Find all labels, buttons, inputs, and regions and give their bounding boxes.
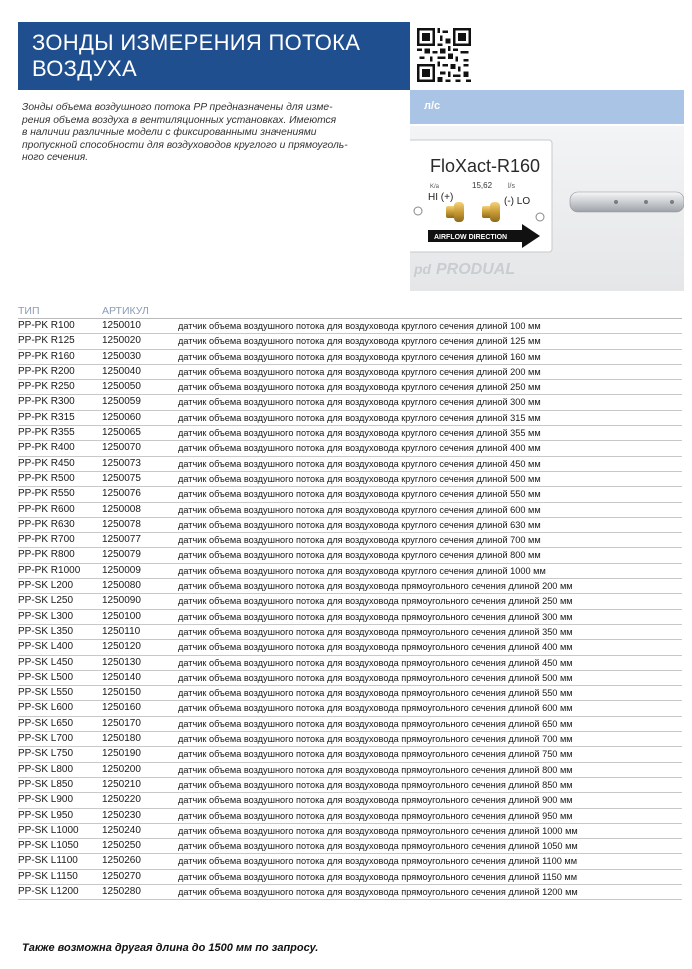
row-article: 1250180 <box>102 733 141 745</box>
row-description: датчик объема воздушного потока для воздуховода прямоугольного сечения длиной 600 мм <box>178 703 573 714</box>
row-type: PP-SK L750 <box>18 748 74 760</box>
row-description: датчик объема воздушного потока для воздуховода прямоугольного сечения длиной 500 мм <box>178 672 573 683</box>
row-article: 1250076 <box>102 488 141 500</box>
row-description: датчик объема воздушного потока для воздуховода круглого сечения длиной 500 мм <box>178 473 541 484</box>
row-article: 1250020 <box>102 335 141 347</box>
table-row <box>18 548 682 563</box>
row-type: PP-PK R400 <box>18 442 75 454</box>
table-row <box>18 503 682 518</box>
row-type: PP-SK L800 <box>18 763 74 775</box>
table-row <box>18 717 682 732</box>
row-type: PP-PK R700 <box>18 534 75 546</box>
row-type: PP-PK R450 <box>18 457 75 469</box>
footnote: Также возможна другая длина до 1500 мм по запросу. <box>22 942 319 954</box>
product-value: 15,62 <box>472 181 493 190</box>
row-article: 1250270 <box>102 870 141 882</box>
product-brand: PRODUAL <box>436 261 516 278</box>
table-row <box>18 457 682 472</box>
header-type: ТИП <box>18 305 40 317</box>
table-row <box>18 441 682 456</box>
table-row <box>18 518 682 533</box>
row-type: PP-PK R200 <box>18 365 75 377</box>
row-article: 1250059 <box>102 396 141 408</box>
intro-line: пропускной способности для воздуховодов круглого и прямоуголь- <box>22 139 348 151</box>
product-lo-label: (-) LO <box>504 196 531 207</box>
row-type: PP-PK R125 <box>18 335 75 347</box>
row-type: PP-SK L200 <box>18 580 74 592</box>
row-type: PP-SK L250 <box>18 595 74 607</box>
table-row <box>18 671 682 686</box>
row-article: 1250040 <box>102 365 141 377</box>
row-type: PP-SK L450 <box>18 656 74 668</box>
row-description: датчик объема воздушного потока для воздуховода круглого сечения длиной 630 мм <box>178 519 541 530</box>
row-type: PP-SK L650 <box>18 717 74 729</box>
row-type: PP-SK L950 <box>18 809 74 821</box>
row-article: 1250230 <box>102 809 141 821</box>
row-article: 1250009 <box>102 564 141 576</box>
row-description: датчик объема воздушного потока для воздуховода прямоугольного сечения длиной 1050 мм <box>178 841 578 852</box>
row-type: PP-SK L350 <box>18 625 74 637</box>
page-title <box>18 22 410 90</box>
row-article: 1250130 <box>102 656 141 668</box>
table-row <box>18 579 682 594</box>
table-row <box>18 747 682 762</box>
product-unit: l/s <box>508 183 515 190</box>
row-description: датчик объема воздушного потока для воздуховода круглого сечения длиной 600 мм <box>178 504 541 515</box>
row-type: PP-SK L900 <box>18 794 74 806</box>
row-type: PP-PK R800 <box>18 549 75 561</box>
table-row <box>18 625 682 640</box>
row-type: PP-SK L1200 <box>18 885 79 897</box>
unit-band <box>410 90 684 124</box>
table-row <box>18 472 682 487</box>
row-type: PP-PK R355 <box>18 427 75 439</box>
product-hi-label: HI (+) <box>428 192 454 203</box>
floxact-probe-illustration <box>410 126 684 291</box>
row-description: датчик объема воздушного потока для воздуховода круглого сечения длиной 250 мм <box>178 382 541 393</box>
row-article: 1250008 <box>102 503 141 515</box>
row-type: PP-PK R600 <box>18 503 75 515</box>
table-row <box>18 793 682 808</box>
table-row <box>18 870 682 885</box>
table-row <box>18 365 682 380</box>
row-type: PP-PK R1000 <box>18 564 81 576</box>
row-type: PP-SK L850 <box>18 778 74 790</box>
row-type: PP-SK L550 <box>18 687 74 699</box>
row-type: PP-SK L500 <box>18 671 74 683</box>
intro-paragraph <box>22 102 392 165</box>
row-type: PP-PK R550 <box>18 488 75 500</box>
product-image <box>410 126 684 291</box>
table-row <box>18 350 682 365</box>
row-description: датчик объема воздушного потока для воздуховода прямоугольного сечения длиной 250 мм <box>178 596 573 607</box>
row-article: 1250010 <box>102 320 141 331</box>
table-row <box>18 426 682 441</box>
row-description: датчик объема воздушного потока для воздуховода прямоугольного сечения длиной 850 мм <box>178 779 573 790</box>
row-description: датчик объема воздушного потока для воздуховода прямоугольного сечения длиной 650 мм <box>178 718 573 729</box>
row-description: датчик объема воздушного потока для воздуховода прямоугольного сечения длиной 700 мм <box>178 734 573 745</box>
row-description: датчик объема воздушного потока для воздуховода круглого сечения длиной 450 мм <box>178 458 541 469</box>
row-description: датчик объема воздушного потока для воздуховода прямоугольного сечения длиной 450 мм <box>178 657 573 668</box>
row-description: датчик объема воздушного потока для воздуховода прямоугольного сечения длиной 1000 мм <box>178 825 578 836</box>
row-article: 1250030 <box>102 350 141 362</box>
row-description: датчик объема воздушного потока для воздуховода круглого сечения длиной 125 мм <box>178 336 541 347</box>
table-row <box>18 656 682 671</box>
row-article: 1250077 <box>102 534 141 546</box>
row-article: 1250050 <box>102 381 141 393</box>
table-row <box>18 701 682 716</box>
intro-line: в наличии различные модели с фиксированными значениями <box>22 127 317 139</box>
row-description: датчик объема воздушного потока для воздуховода круглого сечения длиной 315 мм <box>178 412 541 423</box>
table-row <box>18 778 682 793</box>
title-line-2: ВОЗДУХА <box>32 56 137 81</box>
row-article: 1250078 <box>102 518 141 530</box>
row-description: датчик объема воздушного потока для воздуховода круглого сечения длиной 300 мм <box>178 397 541 408</box>
table-header <box>18 303 682 319</box>
row-description: датчик объема воздушного потока для воздуховода прямоугольного сечения длиной 300 мм <box>178 611 573 622</box>
row-description: датчик объема воздушного потока для воздуховода круглого сечения длиной 100 мм <box>178 321 541 331</box>
row-description: датчик объема воздушного потока для воздуховода прямоугольного сечения длиной 1100 мм <box>178 856 578 867</box>
row-article: 1250210 <box>102 778 141 790</box>
product-arrow-text: AIRFLOW DIRECTION <box>434 234 508 241</box>
row-article: 1250100 <box>102 610 141 622</box>
row-type: PP-PK R500 <box>18 472 75 484</box>
table-row <box>18 809 682 824</box>
row-description: датчик объема воздушного потока для воздуховода круглого сечения длиной 400 мм <box>178 443 541 454</box>
row-description: датчик объема воздушного потока для воздуховода прямоугольного сечения длиной 950 мм <box>178 810 573 821</box>
table-row <box>18 533 682 548</box>
table-row <box>18 395 682 410</box>
row-article: 1250250 <box>102 840 141 852</box>
product-logo: pd <box>414 261 432 277</box>
table-row <box>18 334 682 349</box>
header-article: АРТИКУЛ <box>102 305 149 317</box>
product-model: FloXact-R160 <box>430 156 541 176</box>
product-table <box>18 319 682 900</box>
row-description: датчик объема воздушного потока для воздуховода круглого сечения длиной 700 мм <box>178 535 541 546</box>
row-article: 1250090 <box>102 595 141 607</box>
table-row <box>18 824 682 839</box>
row-description: датчик объема воздушного потока для воздуховода прямоугольного сечения длиной 550 мм <box>178 688 573 699</box>
row-description: датчик объема воздушного потока для воздуховода прямоугольного сечения длиной 1200 мм <box>178 886 578 897</box>
row-article: 1250140 <box>102 671 141 683</box>
title-line-1: ЗОНДЫ ИЗМЕРЕНИЯ ПОТОКА <box>32 30 361 55</box>
row-article: 1250190 <box>102 748 141 760</box>
row-article: 1250260 <box>102 855 141 867</box>
row-article: 1250073 <box>102 457 141 469</box>
row-description: датчик объема воздушного потока для воздуховода прямоугольного сечения длиной 750 мм <box>178 749 573 760</box>
row-article: 1250075 <box>102 472 141 484</box>
row-description: датчик объема воздушного потока для воздуховода прямоугольного сечения длиной 200 мм <box>178 581 573 592</box>
table-row <box>18 319 682 334</box>
table-row <box>18 380 682 395</box>
row-article: 1250120 <box>102 641 141 653</box>
row-article: 1250220 <box>102 794 141 806</box>
row-description: датчик объема воздушного потока для воздуховода круглого сечения длиной 800 мм <box>178 550 541 561</box>
row-article: 1250240 <box>102 824 141 836</box>
row-description: датчик объема воздушного потока для воздуховода круглого сечения длиной 355 мм <box>178 428 541 439</box>
table-row <box>18 610 682 625</box>
row-type: PP-PK R100 <box>18 320 75 331</box>
row-article: 1250170 <box>102 717 141 729</box>
product-unit-small: K/a <box>430 184 440 190</box>
intro-line: ного сечения. <box>22 152 89 164</box>
row-article: 1250079 <box>102 549 141 561</box>
qr-code-icon[interactable] <box>417 28 471 82</box>
row-type: PP-PK R315 <box>18 411 75 423</box>
table-row <box>18 763 682 778</box>
row-description: датчик объема воздушного потока для воздуховода круглого сечения длиной 1000 мм <box>178 565 546 576</box>
row-description: датчик объема воздушного потока для воздуховода прямоугольного сечения длиной 1150 мм <box>178 871 578 882</box>
row-article: 1250110 <box>102 625 141 637</box>
row-article: 1250160 <box>102 702 141 714</box>
intro-line: рения объема воздуха в вентиляционных установках. Имеются <box>22 114 337 126</box>
row-article: 1250200 <box>102 763 141 775</box>
table-row <box>18 686 682 701</box>
row-description: датчик объема воздушного потока для воздуховода круглого сечения длиной 160 мм <box>178 351 541 362</box>
table-row <box>18 885 682 900</box>
row-article: 1250060 <box>102 411 141 423</box>
row-article: 1250065 <box>102 427 141 439</box>
row-type: PP-SK L1000 <box>18 824 79 836</box>
table-row <box>18 411 682 426</box>
row-description: датчик объема воздушного потока для воздуховода прямоугольного сечения длиной 900 мм <box>178 795 573 806</box>
row-article: 1250280 <box>102 885 141 897</box>
row-type: PP-SK L1150 <box>18 870 78 882</box>
table-row <box>18 594 682 609</box>
table-row <box>18 732 682 747</box>
table-row <box>18 487 682 502</box>
table-row <box>18 564 682 579</box>
row-description: датчик объема воздушного потока для воздуховода круглого сечения длиной 200 мм <box>178 366 541 377</box>
row-type: PP-PK R630 <box>18 518 75 530</box>
row-type: PP-PK R300 <box>18 396 75 408</box>
unit-label: л/с <box>424 100 441 112</box>
row-article: 1250150 <box>102 687 141 699</box>
row-description: датчик объема воздушного потока для воздуховода прямоугольного сечения длиной 400 мм <box>178 642 573 653</box>
intro-line: Зонды объема воздушного потока PP предназначены для изме- <box>22 102 333 113</box>
row-type: PP-SK L1100 <box>18 855 78 867</box>
row-type: PP-PK R250 <box>18 381 75 393</box>
row-type: PP-SK L400 <box>18 641 74 653</box>
row-description: датчик объема воздушного потока для воздуховода круглого сечения длиной 550 мм <box>178 489 541 500</box>
table-row <box>18 640 682 655</box>
row-type: PP-SK L700 <box>18 733 74 745</box>
row-description: датчик объема воздушного потока для воздуховода прямоугольного сечения длиной 800 мм <box>178 764 573 775</box>
row-description: датчик объема воздушного потока для воздуховода прямоугольного сечения длиной 350 мм <box>178 626 573 637</box>
row-type: PP-PK R160 <box>18 350 75 362</box>
table-row <box>18 854 682 869</box>
row-type: PP-SK L1050 <box>18 840 79 852</box>
row-type: PP-SK L300 <box>18 610 74 622</box>
row-article: 1250080 <box>102 580 141 592</box>
row-article: 1250070 <box>102 442 141 454</box>
row-type: PP-SK L600 <box>18 702 74 714</box>
table-row <box>18 839 682 854</box>
